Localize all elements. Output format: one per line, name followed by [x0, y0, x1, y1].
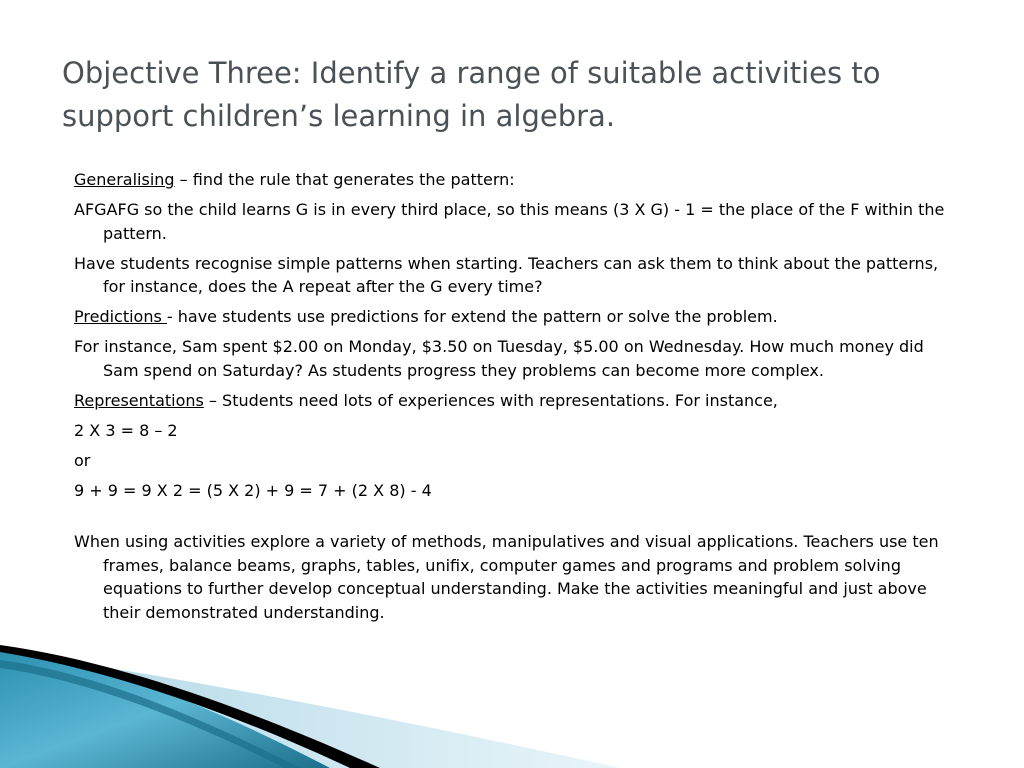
paragraph-representations	[74, 389, 964, 413]
paragraph-generalising	[74, 168, 964, 192]
wave-light-band	[60, 660, 620, 768]
term-predictions: Predictions	[74, 307, 167, 326]
paragraph-text: – Students need lots of experiences with representations. For instance,	[203, 390, 778, 410]
paragraph-text: - have students use predictions for extend the pattern or solve the problem.	[166, 307, 778, 326]
paragraph-predictions	[74, 305, 964, 329]
wave-dark-accent	[0, 660, 300, 768]
slide-title: Objective Three: Identify a range of suitable activities to support children’s learning in algebra.	[62, 56, 881, 133]
wave-blue-band	[0, 648, 330, 768]
paragraph-activities: When using activities explore a variety of methods, manipulatives and visual applications. Teachers use ten frames, balance beams, graphs, tables, unifix, computer games and programs and problem solving equations to further develop conceptual understanding. Make the activities meaningful and just above their demonstrated understanding.	[74, 532, 939, 622]
wave-black-stripe	[0, 645, 380, 768]
equation-two: 9 + 9 = 9 X 2 = (5 X 2) + 9 = 7 + (2 X 8) - 4	[74, 480, 432, 500]
term-representations: Representations	[74, 390, 204, 410]
equation-one: 2 X 3 = 8 – 2	[74, 420, 178, 440]
term-generalising: Generalising	[74, 170, 175, 189]
paragraph-or: or	[74, 450, 91, 470]
slide-body	[74, 168, 964, 631]
paragraph-afgafg: AFGAFG so the child learns G is in every third place, so this means (3 X G) - 1 = the place of the F within the pattern.	[74, 200, 945, 243]
paragraph-text: – find the rule that generates the pattern:	[174, 170, 515, 189]
paragraph-recognise-patterns: Have students recognise simple patterns when starting. Teachers can ask them to think about the patterns, for instance, does the A repeat after the G every time?	[74, 253, 939, 296]
paragraph-sam-example: For instance, Sam spent $2.00 on Monday, $3.50 on Tuesday, $5.00 on Wednesday. How much money did Sam spend on Saturday? As students progress they problems can become more complex.	[74, 337, 924, 380]
